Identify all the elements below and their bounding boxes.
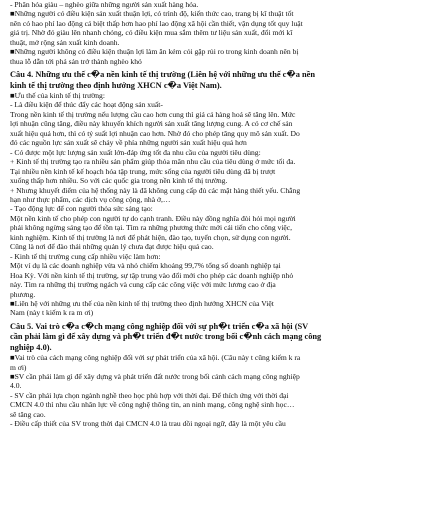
heading-line: Câu 4. Những ưu thế c�̀a nền kinh tế thị trường (Liên hệ với những ưu thế c�̀a nền xyxy=(10,70,316,80)
text-line: - Là điều kiện để thúc đẩy các hoạt động sản xuất- xyxy=(10,100,163,110)
text-line: ■Vai trò của cách mạng công nghiệp đối với sự phát triển của xã hội. (Câu này t cũng kiếm k ra xyxy=(10,353,301,363)
question-4-title xyxy=(10,70,423,91)
text-line: CMCN 4.0 thì nhu cầu nhân lực về công nghệ thông tin, an ninh mạng, công nghệ sinh học… xyxy=(10,400,295,410)
section-top xyxy=(10,0,423,66)
text-line: này. Tìm ra những thị trường ngách và cung cấp các công việc với mức lương cao ở địa xyxy=(10,280,276,290)
heading-line: kinh tế thị trường theo định hướng XHCN c�̀a Việt Nam). xyxy=(10,80,222,90)
text-line: Hoa Kỳ. Với nền kinh tế thị trường, sự tập trung vào đổi mới cho phép các doanh nghiệp nhỏ xyxy=(10,270,294,280)
text-line: ■Liên hệ với những ưu thế của nền kinh tế thị trường theo định hướng XHCN của Việt xyxy=(10,298,274,308)
text-line: xuống thấp hơn nhiều. So với các quốc gia trong nền kinh tế thị trường. xyxy=(10,176,228,186)
question-5-title xyxy=(10,322,423,353)
question-5-body xyxy=(10,353,423,429)
text-line: Một ví dụ là các doanh nghiệp vừa và nhỏ chiếm khoảng 99,7% tổng số doanh nghiệp tại xyxy=(10,261,281,271)
text-line: - SV cần phải lựa chọn ngành nghề theo học phù hợp với thời đại. Để thích ứng với thời đại xyxy=(10,390,289,400)
text-line: - Có được một lực lượng sản xuất lớn-đáp ứng tốt đa nhu cầu của người tiêu dùng: xyxy=(10,147,261,157)
text-line: sẽ tăng cao. xyxy=(10,409,46,419)
text-line: ■SV cần phải làm gì để xây dựng và phát triển đất nước trong bối cảnh cách mạng công nghiệp xyxy=(10,371,300,381)
text-line: kinh nghiệm. Kinh tế thị trường là nơi để phát hiện, đào tạo, tuyển chọn, sử dụng con người. xyxy=(10,232,291,242)
text-line: + Kinh tế thị trường tạo ra nhiều sản phẩm giúp thỏa mãn nhu cầu của tiêu dùng ở mức tối đa. xyxy=(10,157,296,167)
text-line: - Phân hóa giàu – nghèo giữa những người sản xuất hàng hóa. xyxy=(10,0,199,9)
text-line: phải không ngừng sáng tạo để tồn tại. Tìm ra những phương thức mới cải tiến cho công việc, xyxy=(10,223,293,233)
text-line: lợi nhuận cũng tăng, điều này khuyến khích người sản xuất tăng lượng cung. A có cơ chế sản xyxy=(10,119,293,129)
text-line: nên có hao phí lao động cá biệt thấp hơn hao phí lao động xã hội cần thiết, vận dụng tốt quy luật xyxy=(10,18,303,28)
text-line: ■Những người không có điều kiện thuận lợi làm ăn kém cỏi gặp rủi ro trong kinh doanh nên bị xyxy=(10,47,299,57)
text-line: - Kinh tế thị trường cung cấp nhiều việc làm hơn: xyxy=(10,251,161,261)
text-line: hạn như thực phẩm, các dịch vụ công cộng, nhà ở,… xyxy=(10,194,171,204)
text-line: thua lỗ dẫn tới phá sản trở thành nghèo khó xyxy=(10,56,142,66)
text-line: Tại nhiều nền kinh tế kế hoạch hóa tập trung, mức sống của người tiêu dùng đã bị trượt xyxy=(10,166,276,176)
text-line: - Điều cấp thiết của SV trong thời đại CMCN 4.0 là trau dồi ngoại ngữ, đây là một yêu cầu xyxy=(10,419,286,429)
text-line: thuật, mở rộng sản xuất kinh doanh. xyxy=(10,37,120,47)
text-line: Cũng là nơi để đào thải những quản lý chưa đạt được hiệu quả cao. xyxy=(10,242,214,252)
text-line: phương. xyxy=(10,289,36,299)
text-line: Một nền kinh tế cho phép con người tự do cạnh tranh. Điều này đồng nghĩa đòi hỏi mọi người xyxy=(10,213,296,223)
text-line: giá trị. Nhờ đó giàu lên nhanh chóng, có điều kiện mua sắm thêm tư liệu sản xuất, đổi mới kĩ xyxy=(10,28,293,38)
text-line: Trong nền kinh tế thị trường nếu lượng cầu cao hơn cung thì giá cả hàng hoá sẽ tăng lên. Mức xyxy=(10,109,296,119)
question-4-body xyxy=(10,91,423,318)
text-line: + Nhưng khuyết điểm của hệ thống này là đã không cung cấp đủ các mặt hàng thiết yếu. Chẳng xyxy=(10,185,301,195)
text-line: 4.0. xyxy=(10,381,22,391)
text-line: - Tạo động lực để con người thỏa sức sáng tạo: xyxy=(10,204,153,214)
text-line: Nam (này t kiếm k ra m ơi) xyxy=(10,308,94,318)
text-line: đó các nguồn lực sản xuất sẽ chảy về phía những người sản xuất hiệu quả hơn xyxy=(10,138,247,148)
text-line: ■Những người có điều kiện sản xuất thuận lợi, có trình độ, kiến thức cao, trang bị kĩ thuật tốt xyxy=(10,9,294,19)
text-line: ■Ưu thế của kinh tế thị trường: xyxy=(10,90,105,100)
heading-line: cần phải làm gì để xây dựng và ph�̀t triển đ�̀t nước trong bối c�̀nh cách mạng công xyxy=(10,332,322,342)
text-line: xuất hiệu quả hơn, thì có tỷ suất lợi nhuận cao hơn. Nhờ đó cho phép tăng quy mô sản xuất. Do xyxy=(10,128,300,138)
heading-line: nghiệp 4.0). xyxy=(10,342,52,352)
heading-line: Câu 5. Vai trò c�̀a c�̀ch mạng công nghiệp đối với sự ph�̀t triển c�̀a xã hội (SV xyxy=(10,321,309,331)
text-line: m ơi) xyxy=(10,362,27,372)
